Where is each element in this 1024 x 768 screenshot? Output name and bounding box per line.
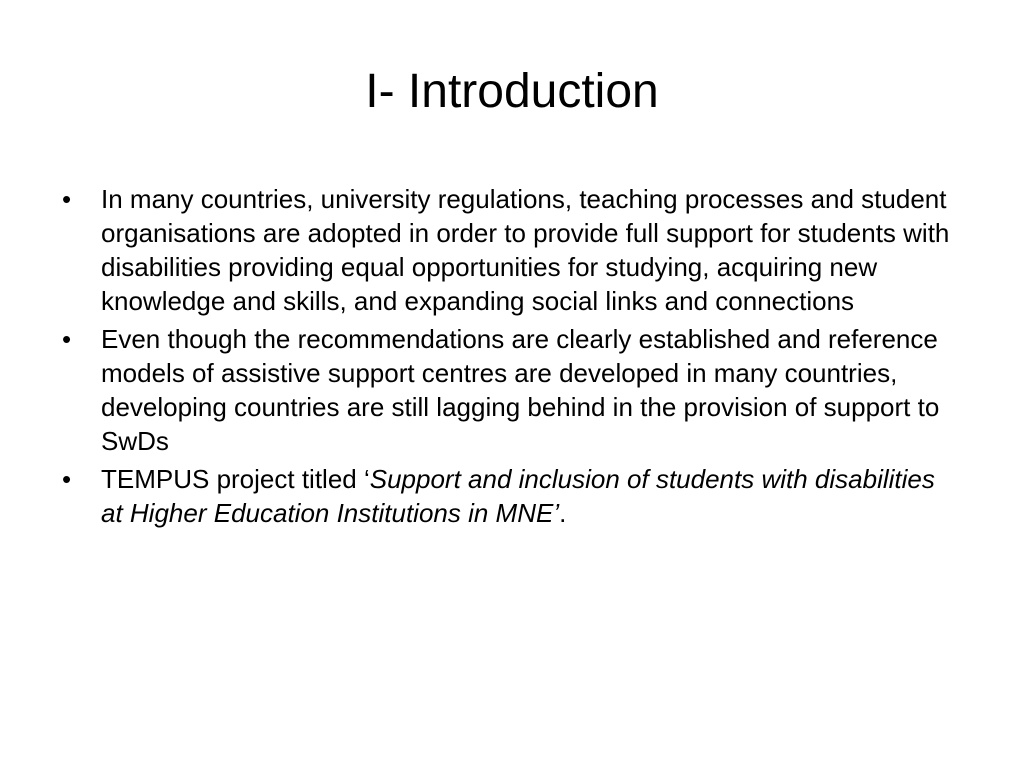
bullet-text-suffix: . [559,498,567,528]
bullet-marker: • [62,464,72,494]
bullet-text: Even though the recommendations are clearly established and reference models of assistive support centres are developed in many countries, developing countries are still lagging behind in the provision of support to SwDs [101,324,940,456]
bullet-item [62,322,962,458]
bullet-text-prefix: TEMPUS project titled ‘ [101,464,370,494]
bullet-list [62,182,962,534]
bullet-marker: • [62,184,72,214]
project-title-italic: Support and inclusion of students with disabilities at Higher Education Institutions in MNE’ [101,464,935,528]
slide-title: I- Introduction [365,65,659,118]
bullet-marker: • [62,324,72,354]
bullet-text: In many countries, university regulations, teaching processes and student organisations are adopted in order to provide full support for students with disabilities providing equal opportunities for studying, acquiring new knowledge and skills, and expanding social links and connections [101,184,950,316]
bullet-item [62,462,962,530]
bullet-item [62,182,962,318]
